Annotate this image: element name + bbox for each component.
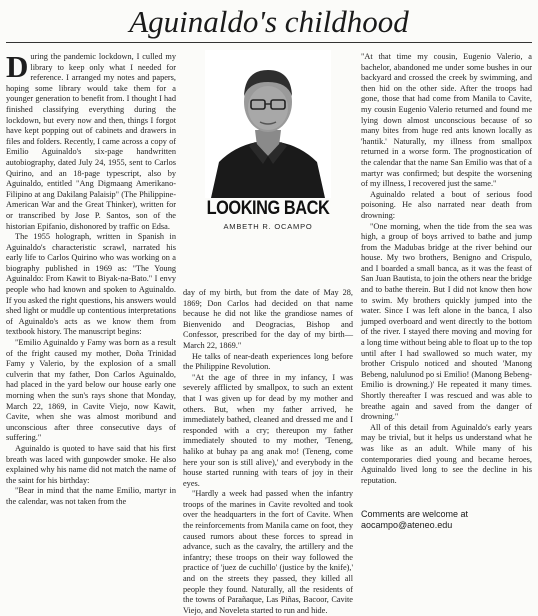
paragraph: "Hardly a week had passed when the infantry troops of the marines in Cavite revolted and took over the headquarters in the fort of Cavite. When the reinforcements from Manila came on foot, they caused rumors about these forces to spread in advance, such as the cavalry, the artillery and the infantry; these troops on their way followed the practice of 'juez de cuchillo' (justice by the knife),' and on the streets they passed, they killed all people they found. Naturally, all the residents of the towns of Parañaque, Las Piñas, Bacoor, Cavite Viejo, and Noveleta started to run and hide.: [183, 489, 353, 615]
article-title: Aguinaldo's childhood: [129, 4, 409, 39]
paragraph: day of my birth, but from the date of May 28, 1869; Don Carlos had decided on that name because he did not like the grandiose names of Bienvenido and Deogracias, Bishop and Confessor, prescribed for the day of my birth—March 22, 1869.": [183, 288, 353, 350]
paragraph: All of this detail from Aguinaldo's early years may be trivial, but it helps us understand what he was like as an adult. While many of his contemporaries died young and became heroes, Aguinaldo lived long to see the decline in his reputation.: [361, 422, 532, 485]
paragraph: He talks of near-death experiences long before the Philippine Revolution.: [183, 351, 353, 372]
title-divider: [6, 42, 532, 43]
author-photo: [205, 50, 331, 198]
article-column-3: [361, 52, 532, 486]
column-header: [183, 50, 353, 278]
article-column-1: [6, 49, 176, 508]
author-byline: AMBETH R. OCAMPO: [223, 222, 313, 231]
paragraph: "One morning, when the tide from the sea was high, a group of boys arrived to bathe and jump from the Madubas bridge at the river behind our house. My two brothers, Benigno and Crispulo, and I boarded a small banca, as it was the feast of San Juan Bautista, to join the others near the bridge and to bathe therein. But I did not know then how to swim. My brothers quickly jumped into the water. Since I was left alone in the banca, I also jumped overboard and went directly to the bottom of the river. I stayed there moving and moving for a long time without being able to float up to the top until after I had swallowed so much water, my brother Crispulo noticed and shouted 'Manong Bebeng, nalulunod po si Emilio! (Manong Bebeng-Emilio is drowning.)' He repeated it many times. Shortly thereafter I was rescued and was able to breathe again and saved from the danger of drowning.": [361, 221, 532, 422]
drop-cap: D: [6, 49, 29, 84]
paragraph: Aguinaldo is quoted to have said that his first breath was laced with gunpowder smoke. He also explained why his name did not match the name of the saint for his birthday:: [6, 443, 176, 485]
column-name: LOOKING BACK: [206, 198, 330, 219]
paragraph: "Bear in mind that the name Emilio, martyr in the calendar, was not taken from the: [6, 486, 176, 506]
paragraph: The 1955 holograph, written in Spanish in Aguinaldo's characteristic scrawl, narrated his early life to Carlos Quirino who was working on a biography published in 1969 as: "The Young Aguinaldo: From Kawit to Biyak-na-Bato." I envy people who had known and spoken to Aguinaldo. If you asked the right questions, his answers would shed light or muddle up contentious interpretations of Aguinaldo's acts as we know them from textbook history. The manuscript begins:: [6, 232, 176, 337]
paragraph: Aguinaldo related a bout of serious food poisoning. He also narrated near death from drowning:: [361, 189, 532, 220]
paragraph-text: uring the pandemic lockdown, I culled my library to keep only what I needed for reference. I arranged my notes and papers, hoping some library would take them for a younger generation to benefit from. I thought I had finished classifying everything during the lockdown, but every now and then, things I forgot have kept popping out of cabinets and drawers in files and folders. Recently, I came across a copy of Emilio Aguinaldo's six-page handwritten autobiography, dated July 24, 1955, sent to Carlos Quirino, and an 18-page typescript, also by Aguinaldo, entitled "Ang Digmaang Amerikano-Filipino at ang Dakilang Palaisip" (The Philippine-American War and the Great Thinker), written for or transcribed by Jose P. Santos, son of the historian Epifanio, dishonored by traffic on Edsa.: [6, 52, 176, 231]
paragraph: [6, 49, 176, 232]
paragraph: "At the age of three in my infancy, I was severely afflicted by smallpox, to such an extent that I was given up for dead by my mother and others. But, when my father arrived, he immediately bathed, cleaned and dressed me and I responded with a cry; thereupon my father immediately shouted to my mother, 'Teneng, haliko at buhay pa ang anak mo! (Teneng, come here your son is still alive),' and everybody in the house started running with tears of joy in their eyes.: [183, 372, 353, 488]
article-column-2: [183, 288, 353, 616]
paragraph: "Emilio Aguinaldo y Famy was born as a result of the fright caused my mother, Doña Trinidad Famy y Valerio, by the explosion of a small culverin that my father, Don Carlos Aguinaldo, had placed in the yard below our house early one morning when the sun's rays shone that Monday, March 22, 1869, in Cavite Viejo, now Kawit, Cavite, when she was almost moribund and unconscious after three consecutive days of suffering.": [6, 338, 176, 443]
paragraph: "At that time my cousin, Eugenio Valerio, a bachelor, abandoned me under some bushes in our backyard and crossed the creek by swimming, and then hid on the other side. After the troops had gone, those that had come from Manila to Cavite, my cousin Eugenio Valerio returned and found me lying down almost unconscious because of so many bites from huge red ants known locally as 'hantik.' Naturally, my illness from smallpox returned in a worse form. The prognostication of the calendar that the name San Emilio was that of a martyr was confirmed; but despite the worsening of my illness, I recovered just the same.": [361, 52, 532, 189]
comments-email[interactable]: Comments are welcome at aocampo@ateneo.edu: [361, 509, 469, 530]
